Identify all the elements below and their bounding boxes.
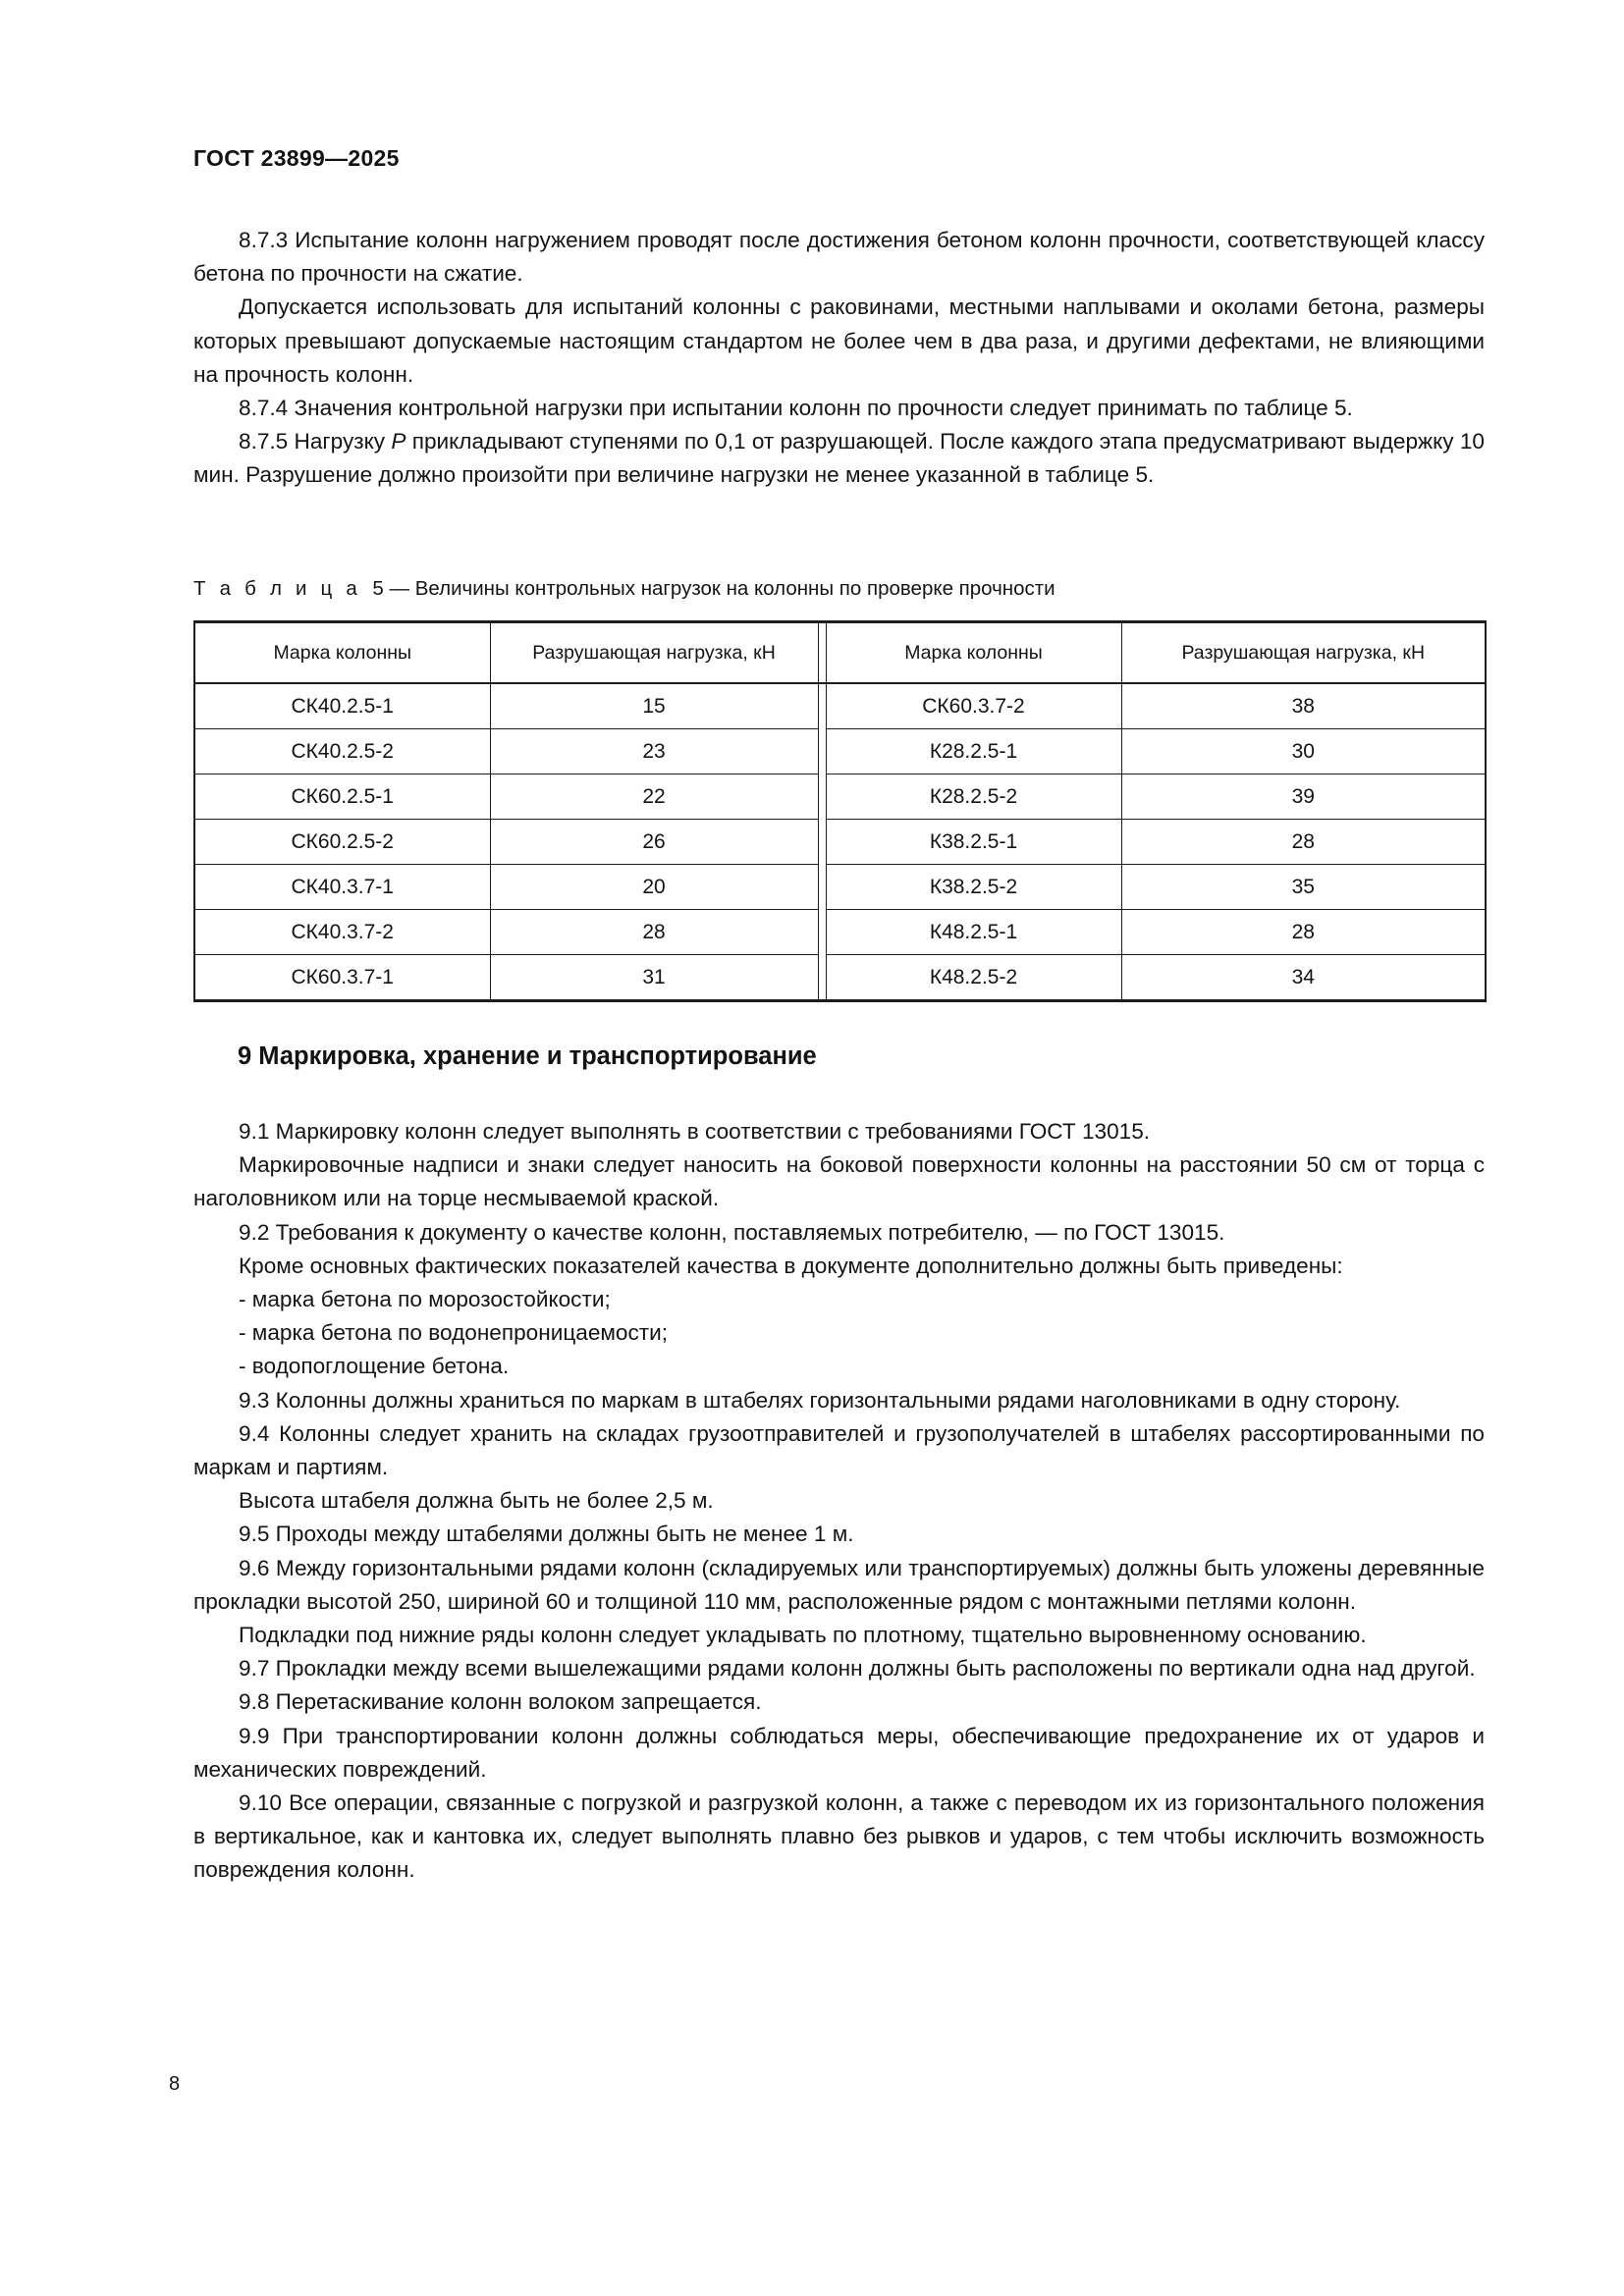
table-caption: [193, 575, 1056, 603]
table-caption-dash: —: [389, 577, 410, 600]
table-center-divider: [818, 622, 826, 684]
paragraph-allowance: Допускается использовать для испытаний колонны с раковинами, местными наплывами и околами бетона, размеры которых превышают допускаемые настоящим стандартом не более чем в два раза, и другими дефектами, не влияющими на прочность колонн.: [193, 294, 1485, 387]
table-row: [194, 820, 1486, 865]
table-row: [194, 865, 1486, 910]
paragraph-8-7-5-prefix: 8.7.5 Нагрузку: [239, 429, 392, 454]
cell-mark-right: СК60.3.7-2: [826, 683, 1121, 729]
table-caption-label: Т а б л и ц а: [193, 577, 361, 600]
cell-load-right: 28: [1121, 910, 1486, 955]
row-center-divider: [818, 955, 826, 1001]
cell-load-left: 26: [490, 820, 818, 865]
cell-load-right: 35: [1121, 865, 1486, 910]
row-center-divider: [818, 683, 826, 729]
body-text-block-bottom: [193, 1115, 1485, 1888]
paragraph-9-6: 9.6 Между горизонтальными рядами колонн (складируемых или транспортируемых) должны быть уложены деревянные прокладки высотой 250, шириной 60 и толщиной 110 мм, расположенные рядом с монтажными петлями колонн.: [193, 1555, 1485, 1614]
table-row: [194, 774, 1486, 820]
cell-load-left: 31: [490, 955, 818, 1001]
table-5-wrapper: [193, 620, 1485, 1002]
page-number: 8: [169, 2073, 181, 2095]
paragraph-base-pads: Подкладки под нижние ряды колонн следует укладывать по плотному, тщательно выровненному основанию.: [239, 1623, 1367, 1648]
cell-mark-left: СК40.2.5-2: [194, 729, 490, 774]
section-heading-9: 9 Маркировка, хранение и транспортирование: [238, 1042, 817, 1070]
paragraph-stack-height: Высота штабеля должна быть не более 2,5 м.: [239, 1488, 714, 1514]
column-header-load-left: Разрушающая нагрузка, кН: [490, 622, 818, 684]
quality-indicators-list: [193, 1283, 1485, 1384]
paragraph-8-7-3: 8.7.3 Испытание колонн нагружением проводят после достижения бетоном колонн прочности, соответствующей классу бетона по прочности на сжатие.: [193, 228, 1485, 287]
cell-mark-right: К48.2.5-1: [826, 910, 1121, 955]
cell-load-left: 15: [490, 683, 818, 729]
cell-load-left: 23: [490, 729, 818, 774]
cell-mark-right: К48.2.5-2: [826, 955, 1121, 1001]
paragraph-8-7-5: [193, 425, 1485, 492]
list-item: - марка бетона по водонепроницаемости;: [239, 1320, 669, 1346]
row-center-divider: [818, 774, 826, 820]
paragraph-8-7-4: 8.7.4 Значения контрольной нагрузки при испытании колонн по прочности следует принимать по таблице 5.: [239, 396, 1353, 421]
cell-load-right: 28: [1121, 820, 1486, 865]
paragraph-9-7: 9.7 Прокладки между всеми вышележащими рядами колонн должны быть расположены по вертикали одна над другой.: [239, 1656, 1476, 1682]
cell-load-right: 39: [1121, 774, 1486, 820]
row-center-divider: [818, 820, 826, 865]
cell-mark-left: СК40.2.5-1: [194, 683, 490, 729]
body-text-block-top: [193, 224, 1485, 493]
cell-mark-right: К38.2.5-2: [826, 865, 1121, 910]
paragraph-9-1: 9.1 Маркировку колонн следует выполнять в соответствии с требованиями ГОСТ 13015.: [239, 1119, 1151, 1144]
cell-mark-left: СК40.3.7-2: [194, 910, 490, 955]
table-caption-text: Величины контрольных нагрузок на колонны по проверке прочности: [414, 577, 1056, 600]
paragraph-quality-doc-intro: Кроме основных фактических показателей качества в документе дополнительно должны быть приведены:: [239, 1253, 1343, 1278]
cell-load-right: 30: [1121, 729, 1486, 774]
paragraph-marking-notes: Маркировочные надписи и знаки следует наносить на боковой поверхности колонны на расстоянии 50 см от торца с наголовником или на торце несмываемой краской.: [193, 1152, 1485, 1211]
table-row: [194, 729, 1486, 774]
paragraph-9-8: 9.8 Перетаскивание колонн волоком запрещается.: [239, 1689, 762, 1715]
cell-load-right: 34: [1121, 955, 1486, 1001]
paragraph-9-2: 9.2 Требования к документу о качестве колонн, поставляемых потребителю, — по ГОСТ 13015.: [239, 1219, 1225, 1245]
table-control-loads: [193, 620, 1487, 1002]
row-center-divider: [818, 865, 826, 910]
cell-load-left: 28: [490, 910, 818, 955]
column-header-mark-right: Марка колонны: [826, 622, 1121, 684]
paragraph-9-10: 9.10 Все операции, связанные с погрузкой и разгрузкой колонн, а также с переводом их из горизонтального положения в вертикальное, как и кантовка их, следует выполнять плавно без рывков и ударов, с тем чтобы исключить возможность повреждения колонн.: [193, 1790, 1485, 1883]
table-row: [194, 910, 1486, 955]
cell-load-left: 20: [490, 865, 818, 910]
table-caption-number: 5: [372, 577, 384, 600]
cell-mark-left: СК60.3.7-1: [194, 955, 490, 1001]
table-row: [194, 955, 1486, 1001]
cell-mark-right: К38.2.5-1: [826, 820, 1121, 865]
paragraph-9-9: 9.9 При транспортировании колонн должны соблюдаться меры, обеспечивающие предохранение их от ударов и механических повреждений.: [193, 1723, 1485, 1782]
paragraph-8-7-5-suffix: прикладывают ступенями по 0,1 от разрушающей. После каждого этапа предусматривают выдержку 10 мин. Разрушение должно произойти при величине нагрузки не менее указанной в таблице 5.: [193, 429, 1485, 488]
table-row: [194, 683, 1486, 729]
cell-mark-left: СК40.3.7-1: [194, 865, 490, 910]
cell-mark-left: СК60.2.5-1: [194, 774, 490, 820]
paragraph-9-4: 9.4 Колонны следует хранить на складах грузоотправителей и грузополучателей в штабелях рассортированными по маркам и партиям.: [193, 1420, 1485, 1480]
document-header-standard-number: ГОСТ 23899—2025: [193, 145, 400, 171]
cell-mark-left: СК60.2.5-2: [194, 820, 490, 865]
cell-load-left: 22: [490, 774, 818, 820]
load-symbol: P: [391, 429, 406, 454]
list-item: - марка бетона по морозостойкости;: [239, 1287, 611, 1312]
row-center-divider: [818, 910, 826, 955]
cell-mark-right: К28.2.5-2: [826, 774, 1121, 820]
row-center-divider: [818, 729, 826, 774]
column-header-mark-left: Марка колонны: [194, 622, 490, 684]
table-header-row: [194, 622, 1486, 684]
paragraph-9-5: 9.5 Проходы между штабелями должны быть не менее 1 м.: [239, 1522, 854, 1547]
column-header-load-right: Разрушающая нагрузка, кН: [1121, 622, 1486, 684]
list-item: - водопоглощение бетона.: [239, 1354, 510, 1379]
cell-mark-right: К28.2.5-1: [826, 729, 1121, 774]
table-body: [194, 683, 1486, 1001]
cell-load-right: 38: [1121, 683, 1486, 729]
paragraph-9-3: 9.3 Колонны должны храниться по маркам в штабелях горизонтальными рядами наголовниками в одну сторону.: [239, 1387, 1401, 1413]
